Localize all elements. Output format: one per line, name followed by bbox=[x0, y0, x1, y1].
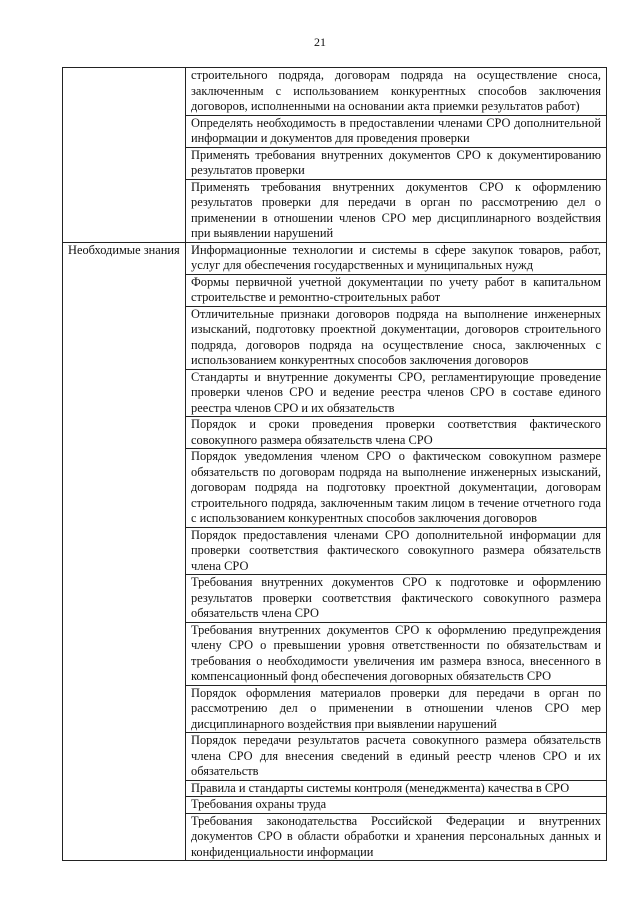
table-cell: Применять требования внутренних документов СРО к документированию результатов проверки bbox=[186, 147, 607, 179]
empty-label-cell bbox=[63, 68, 186, 243]
table-cell: Порядок уведомления членом СРО о фактическом совокупном размере обязательств по договорам подряда на выполнение инженерных изысканий, договорам подряда на подготовку проектной документации, договорам строительного подряда, заключенным таким лицом в течение отчетного года с использованием конкурентных способов заключения договоров bbox=[186, 449, 607, 528]
table-cell: Порядок передачи результатов расчета совокупного размера обязательств члена СРО для внесения сведений в единый реестр членов СРО и их обязательств bbox=[186, 733, 607, 781]
table-cell: Требования законодательства Российской Федерации и внутренних документов СРО в области обработки и хранения персональных данных и конфиденциальности информации bbox=[186, 813, 607, 861]
table-cell: Правила и стандарты системы контроля (менеджмента) качества в СРО bbox=[186, 780, 607, 797]
table-cell: Определять необходимость в предоставлении членами СРО дополнительной информации и документов для проведения проверки bbox=[186, 115, 607, 147]
competency-table bbox=[62, 67, 607, 861]
table-cell: Порядок предоставления членами СРО дополнительной информации для проверки соответствия фактического совокупного размера обязательств члена СРО bbox=[186, 527, 607, 575]
table-cell: Стандарты и внутренние документы СРО, регламентирующие проведение проверки членов СРО и ведение реестра членов СРО в составе единого реестра членов СРО и их обязательств bbox=[186, 369, 607, 417]
table-cell: строительного подряда, договорам подряда на осуществление сноса, заключенным с использованием конкурентных способов заключения договоров, исполненными на основании акта приемки результатов работ) bbox=[186, 68, 607, 116]
section-label: Необходимые знания bbox=[63, 242, 186, 861]
table-row bbox=[63, 242, 607, 274]
table-cell: Порядок оформления материалов проверки для передачи в орган по рассмотрению дел о применении в отношении членов СРО мер дисциплинарного воздействия при выявлении нарушений bbox=[186, 685, 607, 733]
table-cell: Информационные технологии и системы в сфере закупок товаров, работ, услуг для обеспечения государственных и муниципальных нужд bbox=[186, 242, 607, 274]
table-cell: Требования внутренних документов СРО к подготовке и оформлению результатов проверки соответствия фактического совокупного размера обязательств члена СРО bbox=[186, 575, 607, 623]
table-cell: Отличительные признаки договоров подряда на выполнение инженерных изысканий, подготовку проектной документации, договоров строительного подряда, договоров подряда на осуществление сноса, заключенных с использованием конкурентных способов заключения договоров bbox=[186, 306, 607, 369]
table-cell: Порядок и сроки проведения проверки соответствия фактического совокупного размера обязательств члена СРО bbox=[186, 417, 607, 449]
table-row bbox=[63, 68, 607, 116]
table-cell: Требования внутренних документов СРО к оформлению предупреждения члену СРО о превышении уровня ответственности по обязательствам и требования о необходимости увеличения им размера взноса, внесенного в компенсационный фонд обеспечения договорных обязательств СРО bbox=[186, 622, 607, 685]
table-cell: Требования охраны труда bbox=[186, 797, 607, 814]
table-cell: Применять требования внутренних документов СРО к оформлению результатов проверки для передачи в орган по рассмотрению дел о применении в отношении членов СРО мер дисциплинарного воздействия при выявлении нарушений bbox=[186, 179, 607, 242]
table-cell: Формы первичной учетной документации по учету работ в капитальном строительстве и ремонтно-строительных работ bbox=[186, 274, 607, 306]
page-number: 21 bbox=[314, 35, 326, 49]
